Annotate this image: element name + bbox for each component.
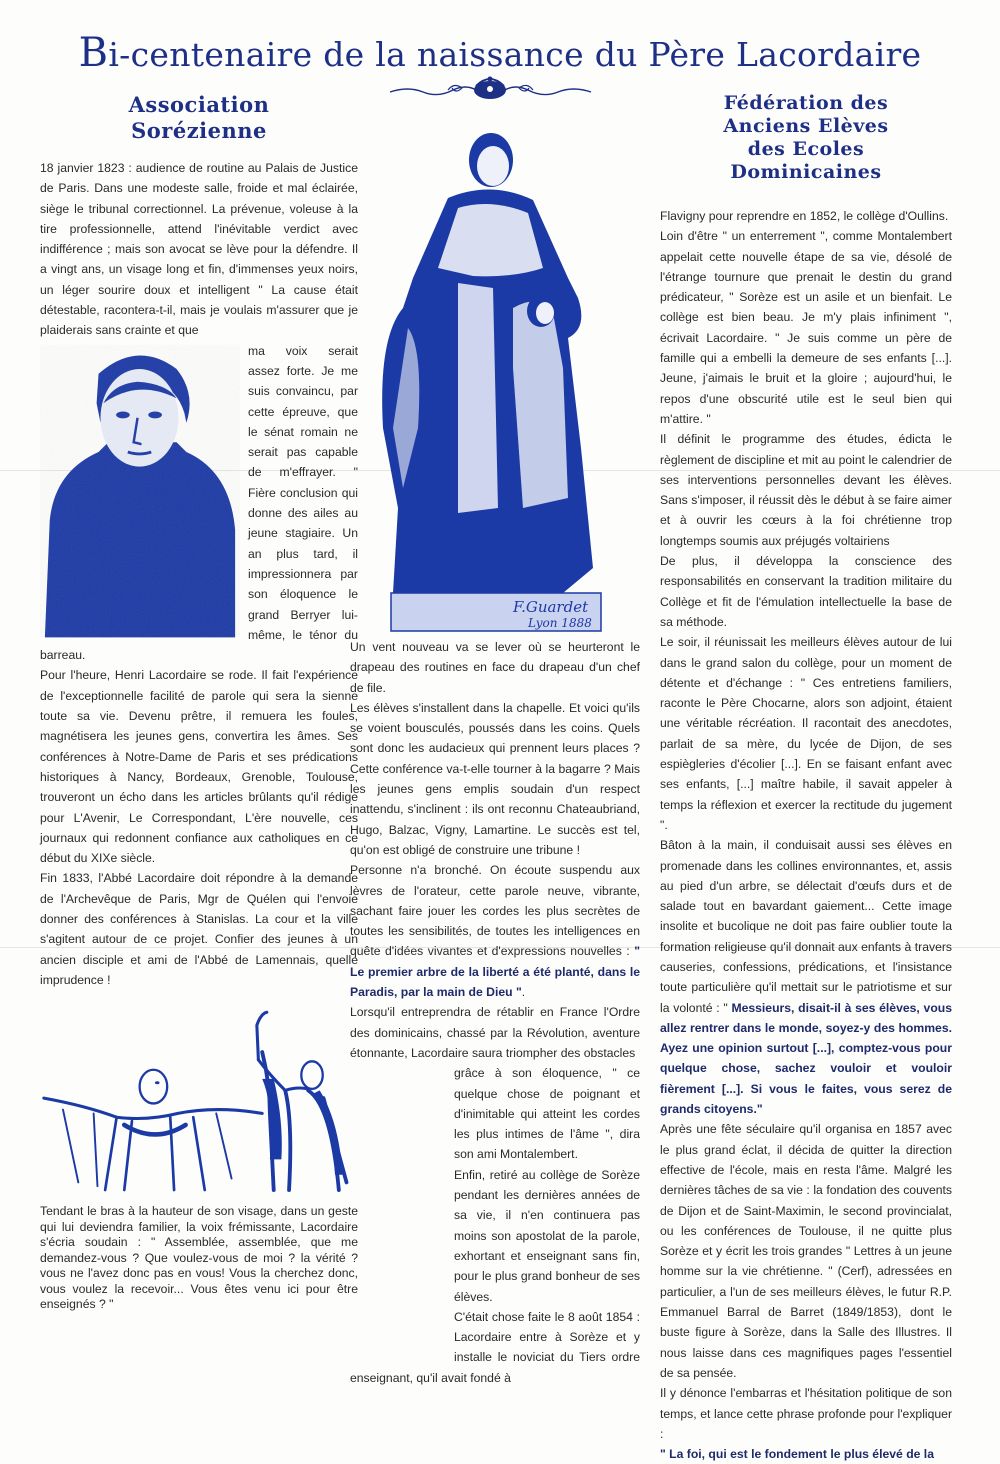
federation-heading-line: des Ecoles [747,138,865,160]
paragraph: Il définit le programme des études, édicta le règlement de discipline et mit au point le calendrier de ses interventions personnelles devant les élèves. Sans s'imposer, il réussit dès le début à se faire aimer et à ouvrir les cœurs à la foi chrétienne trop longtemps soumis aux préjugés voltairiens [660,432,952,548]
association-heading-line: Sorézienne [131,118,267,143]
paragraph [660,1444,952,1464]
association-heading [40,92,358,144]
paragraph: grâce à son éloquence, " ce quelque chose de poignant et d'inimitable qui atteint les cordes les plus intimes de l'âme ", dira son ami Montalembert. [454,1066,640,1162]
paragraph-text: ma voix serait assez forte. Je me suis convaincu, par cette épreuve, que le sénat romain ne serait pas capable de m'effrayer. " Fière conclusion qui donne des ailes au jeune stagiaire. Un an plus tard, il [248,343,358,561]
paragraph: Un vent nouveau va se lever où se heurteront le drapeau des routines en face du drapeau d'un chef de file. [350,640,640,695]
federation-heading-line: Fédération des [723,92,889,114]
paragraph [660,835,952,1119]
federation-heading-line: Dominicaines [730,161,882,183]
paragraph: Enfin, retiré au collège de Sorèze pendant les dernières années de sa vie, il n'en continuera pas moins son apostolat de la parole, exhortant et enseignant sans fin, pour le plus grand bonheur de ses élèves. [454,1167,640,1304]
lacordaire-preaching-sketch-image [40,1000,358,1200]
statue-signature: F.Guardet [512,598,588,616]
article-column-3 [660,92,952,1464]
paragraph: Fin 1833, l'Abbé Lacordaire doit répondre à la demande de l'Archevêque de Paris, Mgr de Quélen qui l'envoie donner des conférences à Stanislas. La cour et la ville s'agitent autour de ce projet. Confier des jeunes à un ancien disciple et ami de l'Abbé de Lamennais, quelle imprudence ! [40,871,358,987]
paragraph-text: impressionnera par son éloquence le grand Berryer lui-même, le ténor du barreau. [40,566,358,663]
paragraph-text: . [521,985,526,1000]
article-column-2-text [350,637,640,1388]
article-column-1-text [40,158,358,990]
lacordaire-portrait-image [40,341,240,641]
paragraph: Le soir, il réunissait les meilleurs élèves autour de lui dans le grand salon du collège, pour un moment de détente et d'échange : " Ces entretiens familiers, raconte le Père Chocarne, alors son adjoint, étaient une véritable récréation. Il racontait des anecdotes, parlait de sa mère, du lycée de Dijon, de ses espiègleries d'écolier [...]. En se faisant enfant avec ses enfants, [...] maître habile, il savait appeler à temps la réflexion et exercer la rectitude du jugement ". [660,635,952,832]
paragraph: Loin d'être " un enterrement ", comme Montalembert appelait cette nouvelle étape de sa vie, désolé de l'étrange tournure que prenait le destin du grand prédicateur, " Sorèze est un asile et un bienfait. Le collège est bien beau. Je m'y plais infiniment ", écrivait Lacordaire. " Je suis comme un père de famille qui a embelli la demeure de ses enfants [...]. Jeune, j'aimais le bruit et la gloire ; aujourd'hui, le repos d'une obscurité utile est le seul bien qui m'attire. " [660,229,952,426]
paragraph: Après une fête séculaire qu'il organisa en 1857 avec le plus grand éclat, il décida de quitter la direction effective de l'école, mais en resta l'âme. Malgré les dernières tâches de sa vie : la fondation des couvents de Dijon et de Saint-Maximin, le second provincialat, ou les conférences de Toulouse, il ne quitte plus Sorèze et y écrit les trois grandes " Lettres à un jeune homme sur la vie chrétienne. " (Cerf), adressées en particulier, a l'un de ses meilleurs élèves, le futur R.P. Emmanuel Barral de Barret (1849/1853), dont le buste figure à Sorèze, dans la Salle des Illustres. Il nous laisse dans ces magnifiques pages l'essentiel de sa pensée. [660,1122,952,1380]
paragraph: 18 janvier 1823 : audience de routine au Palais de Justice de Paris. Dans une modeste salle, froide et mal éclairée, siège le tribunal correctionnel. La prévenue, voleuse à la tire professionnelle, attend l'inévitable verdict avec indifférence ; mais son avocat se lève pour la défendre. Il a vingt ans, un visage long et fin, d'immenses yeux noirs, un léger sourire doux et intelligent " La cause était détestable, racontera-t-il, mais je voulais m'assurer que je plaiderais sans crainte et que [40,161,358,338]
sketch-caption: Tendant le bras à la hauteur de son visage, dans un geste qui lui deviendra familier, la voix frémissante, Lacordaire s'écria soudain : " Assemblée, assemblée, que me demandez-vous ? Que voulez-vous de moi ? la vérité ? vous ne l'avez donc pas en vous! Vous la cherchez donc, vous voulez la recevoir... Vous êtes venu ici pour être enseignés ? " [40,1204,358,1312]
sketch-overlap-space [350,1063,454,1363]
paragraph: De plus, il développa la conscience des responsabilités en conservant la tradition militaire du Collège et fit de l'émulation intellectuelle la base de sa méthode. [660,554,952,629]
bold-quote: Messieurs, disait-il à ses élèves, vous allez rentrer dans le monde, soyez-y des hommes. Ayez une opinion surtout [...], comptez-vous pour quelque chose, sachez vouloir et vouloir fièrement [...]. Si vous le faites, vous serez de grands citoyens." [660,1000,952,1117]
paragraph [350,860,640,1002]
paragraph: Flavigny pour reprendre en 1852, le collège d'Oullins. [660,209,949,223]
paragraph: Il y dénonce l'embarras et l'hésitation politique de son temps, et lance cette phrase profonde pour l'expliquer : [660,1386,952,1441]
paragraph-text: Bâton à la main, il conduisait aussi ses élèves en promenade dans les collines environnantes, et, assis au pied d'un arbre, se délectait d'œufs durs et de salade tout en bavardant gaiement... Cette image insolite et bucolique ne doit pas faire oublier toute la formation religieuse qu'il donnait aux enfants à travers causeries, confessions, prédications, et l'insistance toute particulière qu'il mettait sur le patriotisme et sur la volonté : " [660,838,952,1015]
association-heading-line: Association [128,92,270,117]
article-column-1 [40,92,358,1313]
bold-quote: " La foi, qui est le fondement le plus élevé de la [660,1447,934,1462]
paragraph: Pour l'heure, Henri Lacordaire se rode. Il fait l'expérience de l'exceptionnelle facilité de parole qui sera la sienne toute sa vie. Devenu prêtre, il remuera les foules, magnétisera les jeunes gens, convertira les âmes. Ses conférences à Notre-Dame de Paris et ses prédications historiques à Nancy, Bordeaux, Grenoble, Toulouse, trouveront un écho dans les articles brûlants qu'il rédige pour L'Avenir, Le Correspondant, L'ère nouvelle, ces journaux qui redonnent confiance aux catholiques en ce début du XIXe siècle. [40,668,358,866]
title-rest: i-centenaire de la naissance du Père Lacordaire [108,35,922,74]
federation-heading-line: Anciens Elèves [723,115,889,137]
federation-heading [660,92,952,184]
paragraph-text: Personne n'a bronché. On écoute suspendu aux lèvres de l'orateur, cette parole neuve, vibrante, sachant faire jouer les cordes les plus secrètes de toutes les sensibilités, de toutes les intelligences en quête d'idées vivantes et d'expressions nouvelles : [350,863,640,959]
bold-quote: " Le premier arbre de la liberté a été planté, dans le Paradis, par la main de Dieu " [350,944,640,1000]
paragraph: Les élèves s'installent dans la chapelle. Et voici qu'ils se voient bousculés, poussés dans les coins. Quels sont donc les audacieux qui prennent leurs places ? Cette conférence va-t-elle tourner à la bagarre ? Mais les jeunes gens emplis soudain d'un respect inattendu, s'inclinent : ils ont reconnu Chateaubriand, Hugo, Balzac, Vigny, Lamartine. Le succès est tel, qu'on est obligé de construire une tribune ! [350,700,640,857]
paragraph: Lorsqu'il entreprendra de rétablir en France l'Ordre des dominicains, chassé par la Révolution, aventure étonnante, Lacordaire saura triompher des obstacles [350,1005,640,1060]
lacordaire-statue-image [363,128,628,633]
article-column-3-text [660,206,952,1464]
article-column-2 [350,128,640,1388]
title-initial: B [78,30,109,76]
page-title [0,30,1000,76]
statue-signature-date: Lyon 1888 [527,616,592,630]
paragraph: C'était chose faite le 8 août 1854 : Lacordaire entre à Sorèze et y installe le noviciat du Tiers ordre enseignant, qu'il avait fondé à [350,1309,640,1385]
ornament-flourish-icon [388,76,593,104]
